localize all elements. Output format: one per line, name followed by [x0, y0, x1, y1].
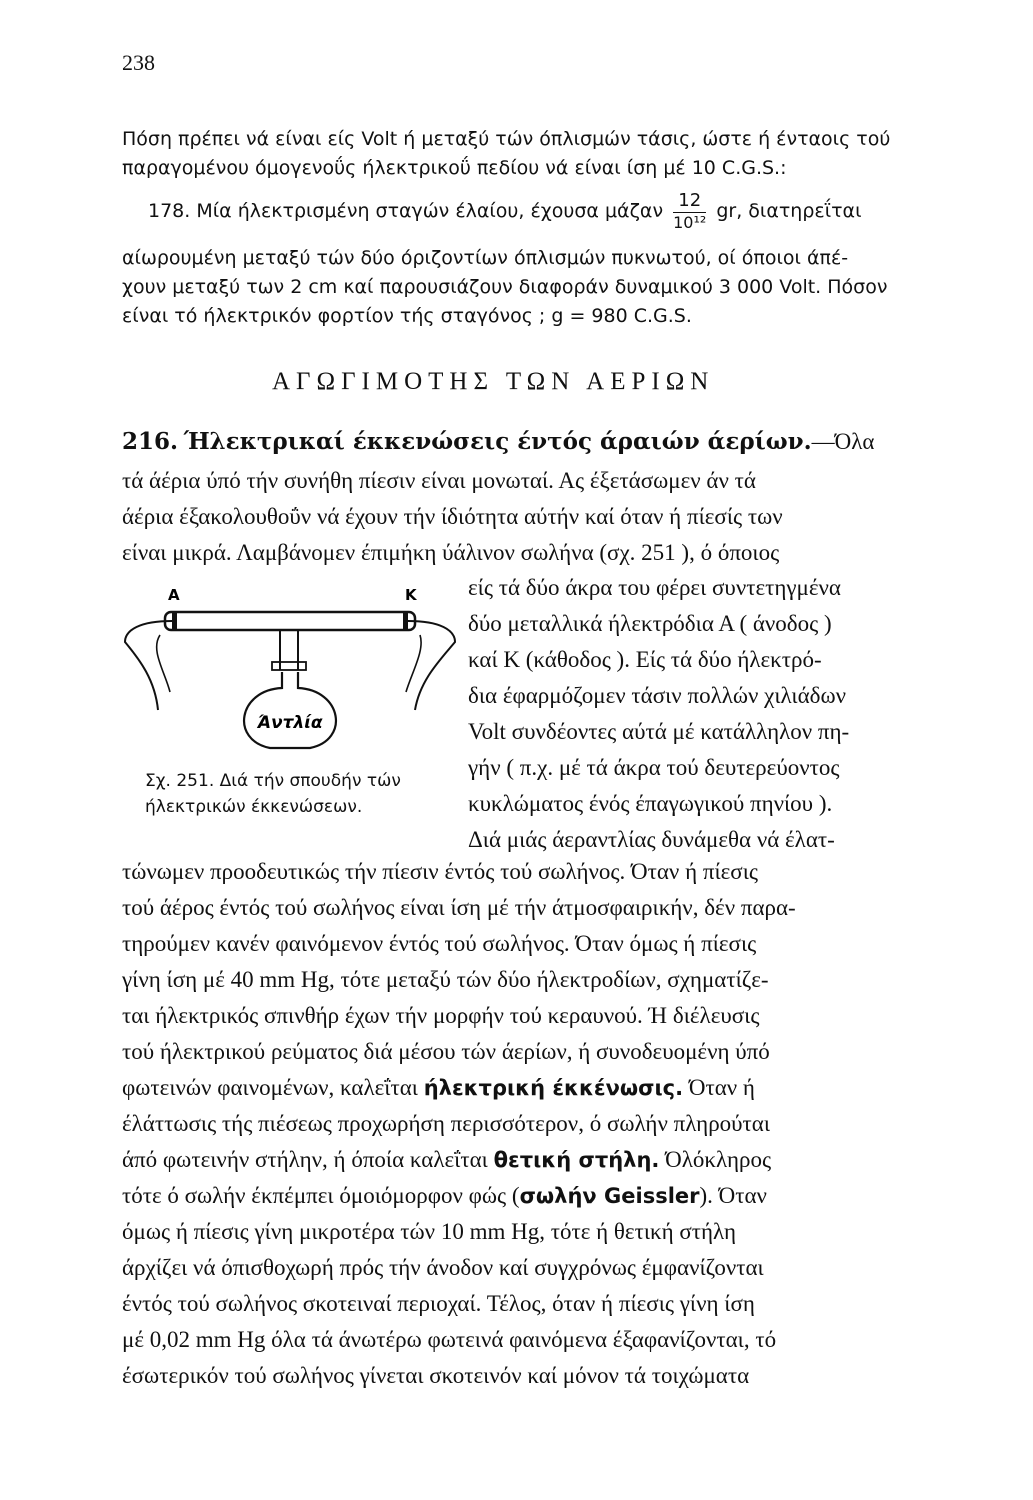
cathode-label: Κ — [405, 586, 417, 604]
paragraph-line: έντός τού σωλήνος σκοτειναί περιοχαί. Τέλος, όταν ή πίεσις γίνη ίση — [122, 1291, 755, 1316]
exercise-178-line-1 — [148, 190, 862, 233]
anode-electrode — [172, 611, 177, 631]
wrap-line: δια έφαρμόζομεν τάσιν πολλών χιλιάδων — [468, 683, 847, 708]
pump-flask — [244, 672, 336, 748]
paragraph-line — [122, 1147, 771, 1173]
subsection-line — [122, 428, 874, 455]
figure-caption-line-1: Σχ. 251. Διά τήν σπουδήν τών — [145, 771, 401, 791]
paragraph-line: άρχίζει νά όπισθοχωρή πρός τήν άνοδον καί συγχρόνως έμφανίζονται — [122, 1255, 764, 1280]
wrap-line: Διά μιάς άεραντλίας δυνάμεθα νά έλατ- — [468, 827, 835, 852]
term-electric-discharge: ήλεκτρική έκκένωσις. — [423, 1076, 684, 1100]
paragraph-line: τώνωμεν προοδευτικώς τήν πίεσιν έντός τού σωλήνος. Όταν ή πίεσις — [122, 859, 759, 884]
wrap-line: είς τά δύο άκρα του φέρει συντετηγμένα — [468, 575, 841, 600]
paragraph-line: τά άέρια ύπό τήν συνήθη πίεσιν είναι μονωταί. Ας έξετάσωμεν άν τά — [122, 468, 756, 493]
text-span: ). Όταν — [699, 1183, 767, 1208]
paragraph-line — [122, 1183, 767, 1209]
paragraph-line: τού άέρος έντός τού σωλήνος είναι ίση μέ τήν άτμοσφαιρικήν, δέν παρα- — [122, 895, 796, 920]
pump-label: Άντλία — [257, 713, 323, 733]
cathode-electrode — [403, 611, 408, 631]
paragraph-line: ται ήλεκτρικός σπινθήρ έχων τήν μορφήν τού κεραυνού. Ή διέλευσις — [122, 1003, 760, 1028]
subsection-lead: —Όλα — [811, 429, 875, 454]
figure-caption-line-2: ήλεκτρικών έκκενώσεων. — [145, 797, 363, 817]
page-number: 238 — [122, 50, 155, 75]
text-span: άπό φωτεινήν στήλην, ή όποία καλεΐται — [122, 1147, 488, 1172]
text-span: φωτεινών φαινομένων, καλεΐται — [122, 1075, 418, 1100]
glass-tube — [165, 612, 415, 630]
paragraph-line: μέ 0,02 mm Hg όλα τά άνωτέρω φωτεινά φαινόμενα έξαφανίζονται, τό — [122, 1327, 777, 1352]
fraction-numerator: 12 — [673, 190, 706, 213]
figure-caption — [145, 768, 401, 820]
section-heading: ΑΓΩΓΙΜΟΤΗΣ ΤΩΝ ΑΕΡΙΩΝ — [272, 368, 715, 395]
subsection-number: 216. — [122, 428, 179, 455]
wrap-line: γήν ( π.χ. μέ τά άκρα τού δευτερεύοντος — [468, 755, 840, 780]
exercise-178-line-2: αίωρουμένη μεταξύ τών δύο όριζοντίων όπλισμών πυκνωτού, οί όποιοι άπέ- — [122, 247, 849, 269]
text-span: Όλόκληρος — [665, 1147, 772, 1172]
paragraph-line: είναι μικρά. Λαμβάνομεν έπιμήκη ύάλινον σωλήνα (σχ. 251 ), ό όποιος — [122, 540, 780, 565]
paragraph-line: γίνη ίση μέ 40 mm Hg, τότε μεταξύ τών δύο ήλεκτροδίων, σχηματίζε- — [122, 967, 769, 992]
paragraph-line: έσωτερικόν τού σωλήνος γίνεται σκοτεινόν καί μόνον τά τοιχώματα — [122, 1363, 750, 1388]
paragraph-line: έλάττωσις τής πιέσεως προχωρήση περισσότερον, ό σωλήν πληρούται — [122, 1111, 771, 1136]
paragraph-line — [122, 1075, 755, 1101]
paragraph-line: άέρια έξακολουθοΰν νά έχουν τήν ίδιότητα αύτήν καί όταν ή πίεσίς των — [122, 504, 783, 529]
discharge-tube-figure — [120, 580, 460, 760]
wrap-line: δύο μεταλλικά ήλεκτρόδια Α ( άνοδος ) — [468, 611, 832, 636]
wrap-line: κυκλώματος ένός έπαγωγικού πηνίου ). — [468, 791, 833, 816]
exercise-177-line-1: Πόση πρέπει νά είναι είς Volt ή μεταξύ τών όπλισμών τάσις, ώστε ή ένταοις τού — [122, 128, 891, 150]
wrap-line: Volt συνδέοντες αύτά μέ κατάλληλον πη- — [468, 719, 850, 744]
paragraph-line: τού ήλεκτρικού ρεύματος διά μέσου τών άερίων, ή συνοδευομένη ύπό — [122, 1039, 770, 1064]
text-span: Όταν ή — [688, 1075, 755, 1100]
exercise-178-line-4: είναι τό ήλεκτρικόν φορτίον τής σταγόνος ; g = 980 C.G.S. — [122, 305, 692, 327]
pump-stem — [280, 630, 298, 670]
exercise-178-number: 178. — [148, 200, 191, 222]
right-wire-inner — [406, 635, 421, 692]
text-span: τότε ό σωλήν έκπέμπει όμοιόμορφον φώς ( — [122, 1183, 520, 1208]
anode-label: Α — [168, 586, 180, 604]
exercise-178-text-b: gr, διατηρεΐται — [716, 200, 862, 222]
left-wire-inner — [157, 635, 170, 692]
fraction-denominator: 10¹² — [673, 213, 707, 232]
exercise-178-text-a: Μία ήλεκτρισμένη σταγών έλαίου, έχουσα μάζαν — [196, 200, 664, 222]
left-wire — [125, 621, 172, 710]
mass-fraction — [673, 190, 706, 233]
paragraph-line: όμως ή πίεσις γίνη μικροτέρα τών 10 mm Hg, τότε ή θετική στήλη — [122, 1219, 737, 1244]
stopcock — [272, 662, 306, 670]
paragraph-line: τηρούμεν κανέν φαινόμενον έντός τού σωλήνος. Όταν όμως ή πίεσις — [122, 931, 757, 956]
term-positive-column: θετική στήλη. — [493, 1148, 660, 1172]
exercise-177-line-2: παραγομένου όμογενοΰς ήλεκτρικοΰ πεδίου νά είναι ίση μέ 10 C.G.S.: — [122, 157, 787, 179]
exercise-178-line-3: χουν μεταξύ των 2 cm καί παρουσιάζουν διαφοράν δυναμικού 3 000 Volt. Πόσον — [122, 276, 888, 298]
term-geissler-tube: σωλήν Geissler — [519, 1184, 700, 1208]
subsection-title: Ήλεκτρικαί έκκενώσεις έντός άραιών άερίων. — [183, 428, 812, 455]
wrap-line: καί Κ (κάθοδος ). Είς τά δύο ήλεκτρό- — [468, 647, 822, 672]
